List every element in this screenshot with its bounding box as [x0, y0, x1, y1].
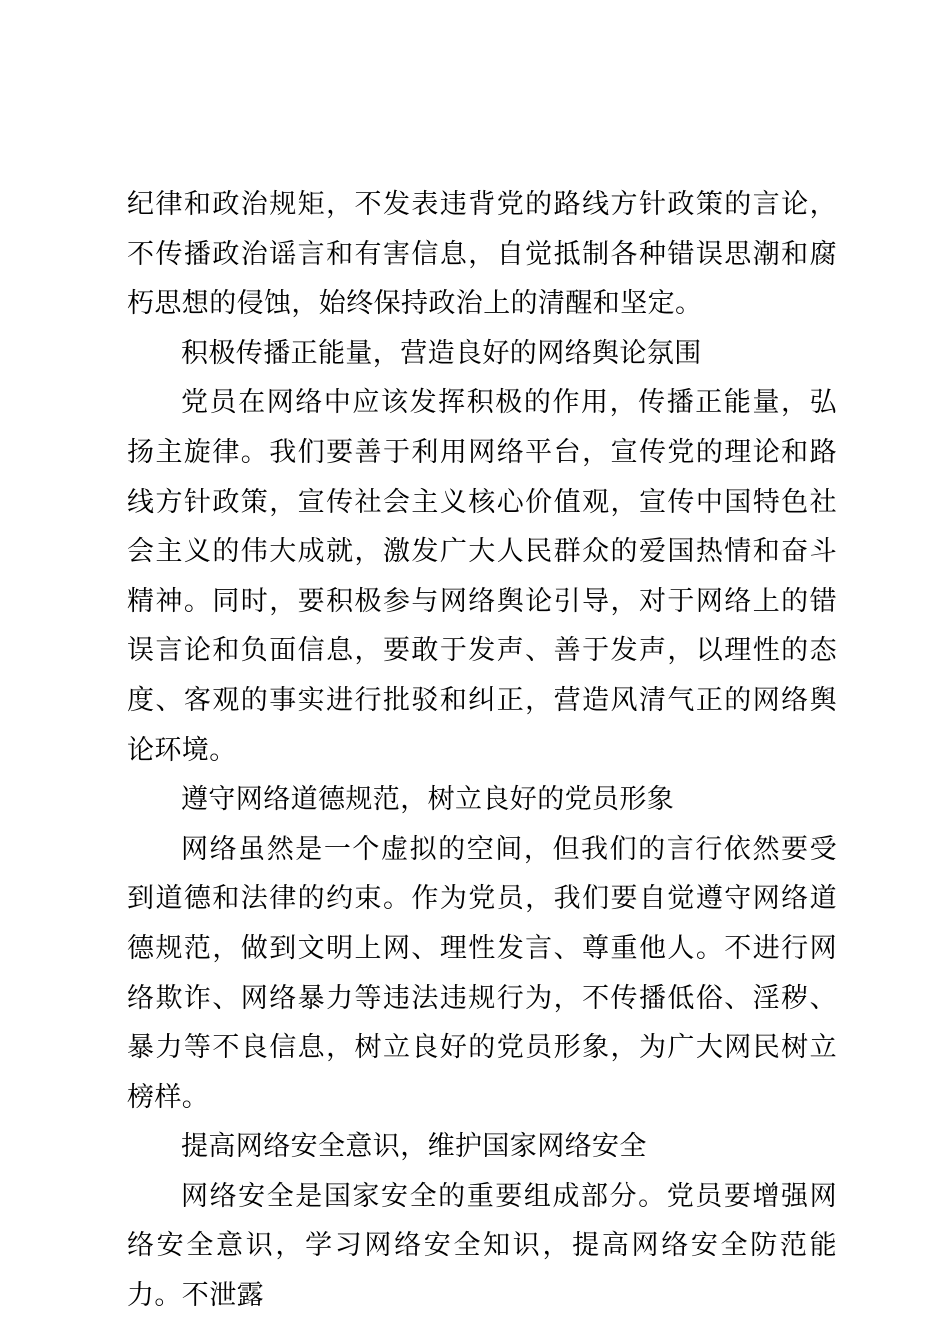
section-heading-positive-energy: 积极传播正能量，营造良好的网络舆论氛围 [181, 337, 702, 369]
section-heading-network-security: 提高网络安全意识，维护国家网络安全 [181, 1131, 647, 1163]
section-heading-network-ethics: 遵守网络道德规范，树立良好的党员形象 [181, 784, 675, 816]
paragraph-continuation: 纪律和政治规矩，不发表违背党的路线方针政策的言论，不传播政治谣言和有害信息，自觉抵制各种错误思潮和腐朽思想的侵蚀，始终保持政治上的清醒和坚定。 [127, 189, 837, 320]
paragraph-network-security: 网络安全是国家安全的重要组成部分。党员要增强网络安全意识，学习网络安全知识，提高网络安全防范能力。不泄露 [127, 1180, 837, 1312]
paragraph-network-ethics: 网络虽然是一个虚拟的空间，但我们的言行依然要受到道德和法律的约束。作为党员，我们要自觉遵守网络道德规范，做到文明上网、理性发言、尊重他人。不进行网络欺诈、网络暴力等违法违规行为，不传播低俗、淫秽、暴力等不良信息，树立良好的党员形象，为广大网民树立榜样。 [127, 833, 837, 1113]
document-body [127, 180, 837, 1321]
paragraph-positive-energy: 党员在网络中应该发挥积极的作用，传播正能量，弘扬主旋律。我们要善于利用网络平台，宣传党的理论和路线方针政策，宣传社会主义核心价值观，宣传中国特色社会主义的伟大成就，激发广大人民群众的爱国热情和奋斗精神。同时，要积极参与网络舆论引导，对于网络上的错误言论和负面信息，要敢于发声、善于发声，以理性的态度、客观的事实进行批驳和纠正，营造风清气正的网络舆论环境。 [127, 387, 837, 766]
